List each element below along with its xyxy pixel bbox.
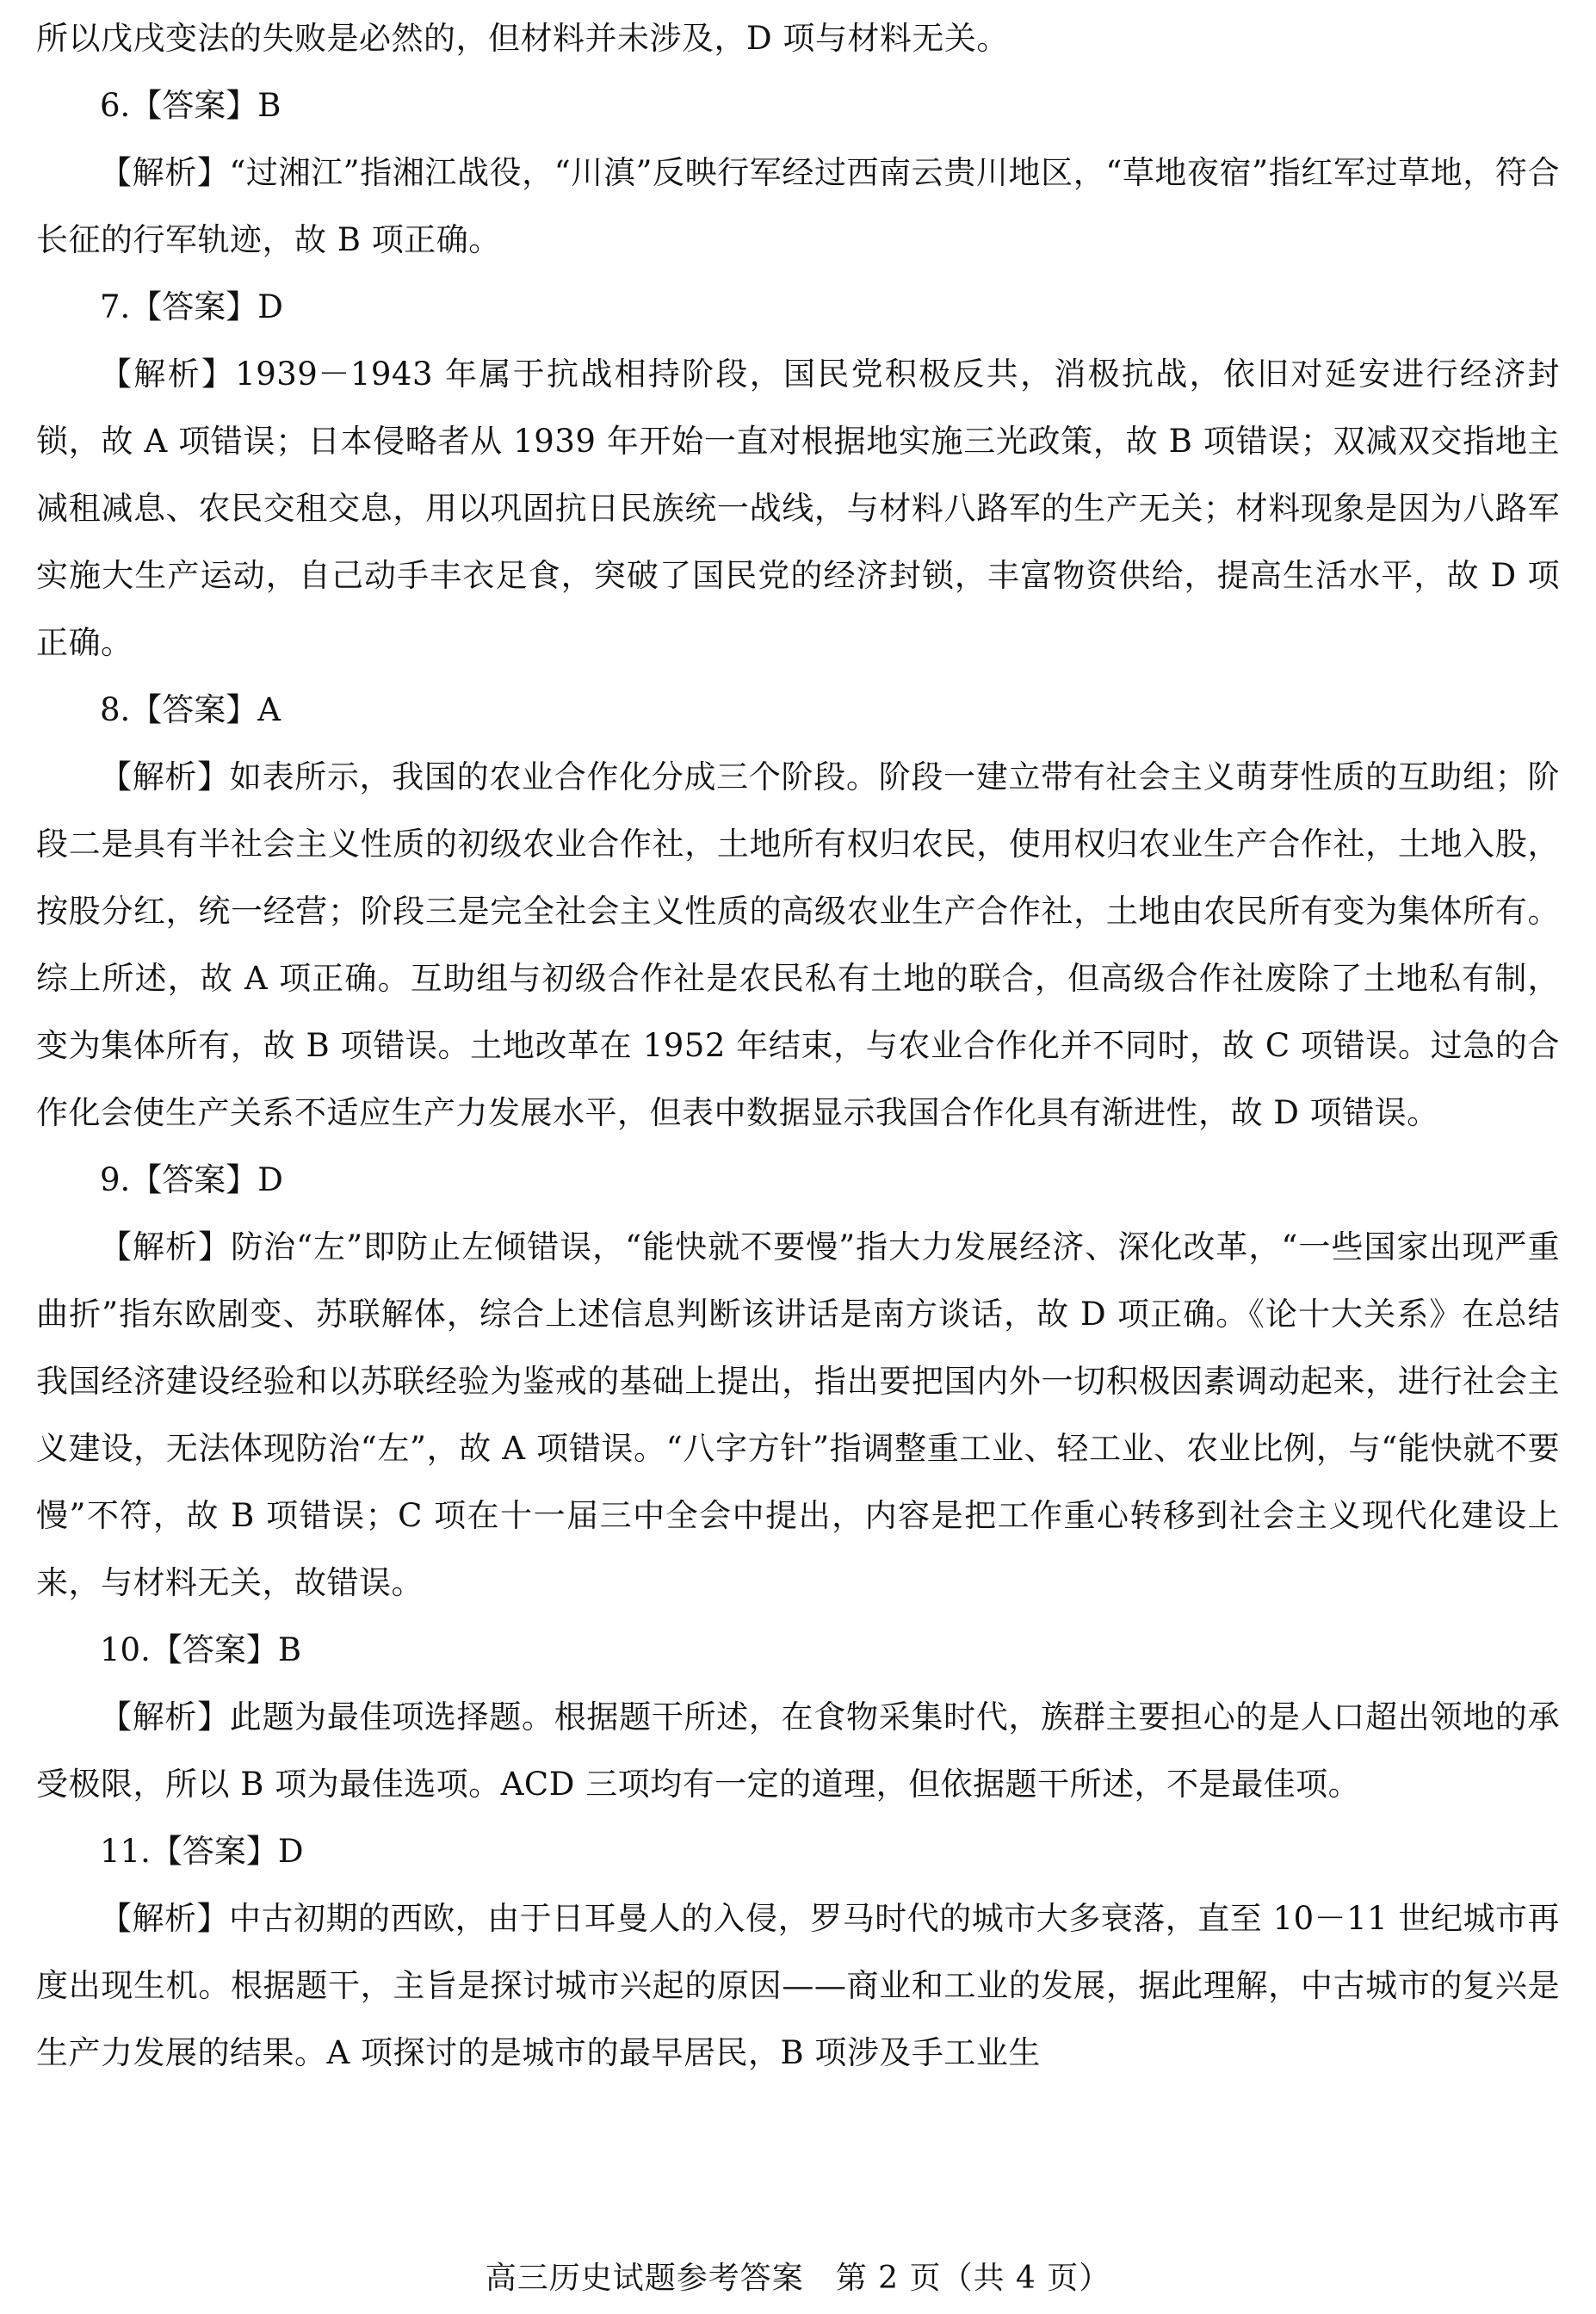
- q8-answer: 8.【答案】A: [100, 691, 281, 728]
- q8-analysis: 【解析】如表所示，我国的农业合作化分成三个阶段。阶段一建立带有社会主义萌芽性质的互助组；阶段二是具有半社会主义性质的初级农业合作社，土地所有权归农民，使用权归农业生产合作社，土地入股，按股分红，统一经营；阶段三是完全社会主义性质的高级农业生产合作社，土地由农民所有变为集体所有。综上所述，故 A 项正确。互助组与初级合作社是农民私有土地的联合，但高级合作社废除了土地私有制，变为集体所有，故 B 项错误。土地改革在 1952 年结束，与农业合作化并不同时，故 C 项错误。过急的合作化会使生产关系不适应生产力发展水平，但表中数据显示我国合作化具有渐进性，故 D 项错误。: [36, 758, 1560, 1131]
- q11-answer: 11.【答案】D: [100, 1833, 304, 1870]
- q6-answer: 6.【答案】B: [100, 87, 281, 124]
- q9-answer: 9.【答案】D: [100, 1161, 283, 1198]
- page-footer: 高三历史试题参考答案 第 2 页（共 4 页）: [485, 2261, 1111, 2296]
- q9-analysis: 【解析】防治“左”即防止左倾错误，“能快就不要慢”指大力发展经济、深化改革，“一些国家出现严重曲折”指东欧剧变、苏联解体，综合上述信息判断该讲话是南方谈话，故 D 项正确。《论十大关系》在总结我国经济建设经验和以苏联经验为鉴戒的基础上提出，指出要把国内外一切积极因素调动起来，进行社会主义建设，无法体现防治“左”，故 A 项错误。“八字方针”指调整重工业、轻工业、农业比例，与“能快就不要慢”不符，故 B 项错误；C 项在十一届三中全会中提出，内容是把工作重心转移到社会主义现代化建设上来，与材料无关，故错误。: [36, 1228, 1560, 1601]
- q7-analysis: 【解析】1939－1943 年属于抗战相持阶段，国民党积极反共，消极抗战，依旧对延安进行经济封锁，故 A 项错误；日本侵略者从 1939 年开始一直对根据地实施三光政策，故 B 项错误；双减双交指地主减租减息、农民交租交息，用以巩固抗日民族统一战线，与材料八路军的生产无关；材料现象是因为八路军实施大生产运动，自己动手丰衣足食，突破了国民党的经济封锁，丰富物资供给，提高生活水平，故 D 项正确。: [36, 356, 1560, 661]
- q6-analysis: 【解析】“过湘江”指湘江战役，“川滇”反映行军经过西南云贵川地区，“草地夜宿”指红军过草地，符合长征的行军轨迹，故 B 项正确。: [36, 154, 1560, 258]
- document-body: [36, 5, 1560, 2087]
- q7-answer: 7.【答案】D: [100, 288, 283, 325]
- intro-paragraph: 所以戊戌变法的失败是必然的，但材料并未涉及，D 项与材料无关。: [36, 20, 1009, 57]
- q11-analysis: 【解析】中古初期的西欧，由于日耳曼人的入侵，罗马时代的城市大多衰落，直至 10－11 世纪城市再度出现生机。根据题干，主旨是探讨城市兴起的原因——商业和工业的发展，据此理解，中古城市的复兴是生产力发展的结果。A 项探讨的是城市的最早居民，B 项涉及手工业生: [36, 1900, 1560, 2071]
- q10-answer: 10.【答案】B: [100, 1631, 302, 1668]
- q10-analysis: 【解析】此题为最佳项选择题。根据题干所述，在食物采集时代，族群主要担心的是人口超出领地的承受极限，所以 B 项为最佳选项。ACD 三项均有一定的道理，但依据题干所述，不是最佳项。: [36, 1698, 1560, 1803]
